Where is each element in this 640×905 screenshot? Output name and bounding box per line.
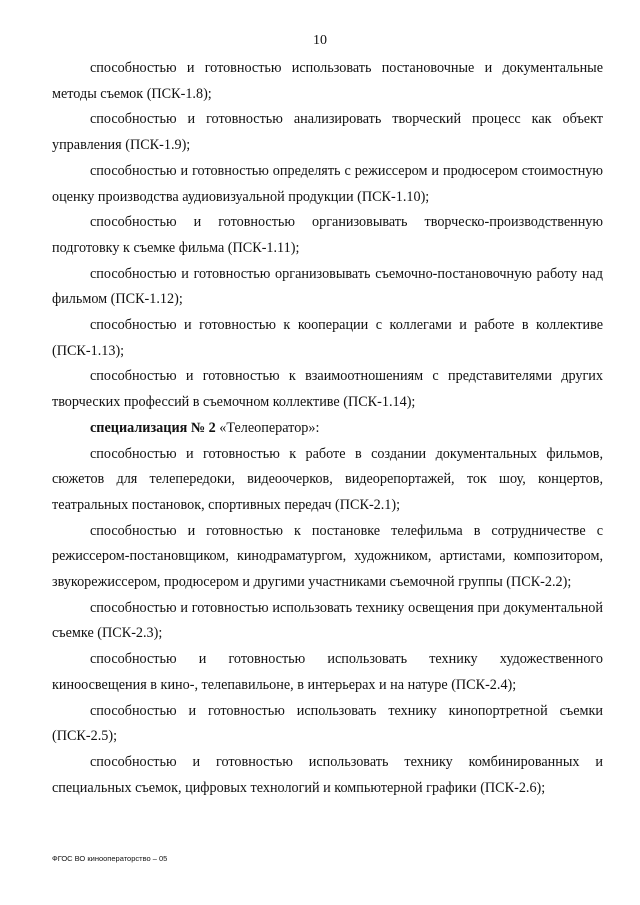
paragraph: способностью и готовностью анализировать творческий процесс как объект управления (ПСК-1.9); [52,111,603,154]
specialization-title: «Телеоператор»: [215,419,320,436]
paragraph: способностью и готовностью к кооперации с коллегами и работе в коллективе (ПСК-1.13); [52,317,603,359]
document-body [52,56,603,801]
paragraph: способностью и готовностью к работе в создании документальных фильмов, сюжетов для телепередоки, видеоочерков, видеорепортажей, ток шоу, концертов, театральных постановок, спортивных передач (ПСК-2.1); [52,445,603,513]
paragraph: способностью и готовностью к взаимоотношениям с представителями других творческих профессий в съемочном коллективе (ПСК-1.14); [52,368,603,411]
page-number: 10 [313,33,327,48]
paragraph: способностью и готовностью использовать технику кинопортретной съемки (ПСК-2.5); [52,702,603,745]
paragraph: способностью и готовностью к постановке телефильма в сотрудничестве с режиссером-постановщиком, кинодраматургом, художником, артистами, композитором, звукорежиссером, продюсером и другими участниками съемочной группы (ПСК-2.2); [52,522,603,591]
paragraph: способностью и готовностью использовать технику художественного киноосвещения в кино-, телепавильоне, в интерьерах и на натуре (ПСК-2.4); [52,651,603,693]
paragraph: способностью и готовностью использовать постановочные и документальные методы съемок (ПСК-1.8); [52,60,603,102]
paragraph: способностью и готовностью организовывать съемочно-постановочную работу над фильмом (ПСК-1.12); [52,265,603,308]
paragraph: способностью и готовностью определять с режиссером и продюсером стоимостную оценку производства аудиовизуальной продукции (ПСК-1.10); [52,162,603,205]
paragraph: способностью и готовностью организовывать творческо-производственную подготовку к съемке фильма (ПСК-1.11); [52,214,603,256]
specialization-label: специализация № 2 [90,419,216,436]
footer-note: ФГОС ВО кинооператорство – 05 [52,854,168,863]
paragraph: способностью и готовностью использовать технику комбинированных и специальных съемок, цифровых технологий и компьютерной графики (ПСК-2.6); [52,753,603,796]
paragraph: способностью и готовностью использовать технику освещения при документальной съемке (ПСК-2.3); [52,599,603,642]
specialization-heading [52,416,603,442]
